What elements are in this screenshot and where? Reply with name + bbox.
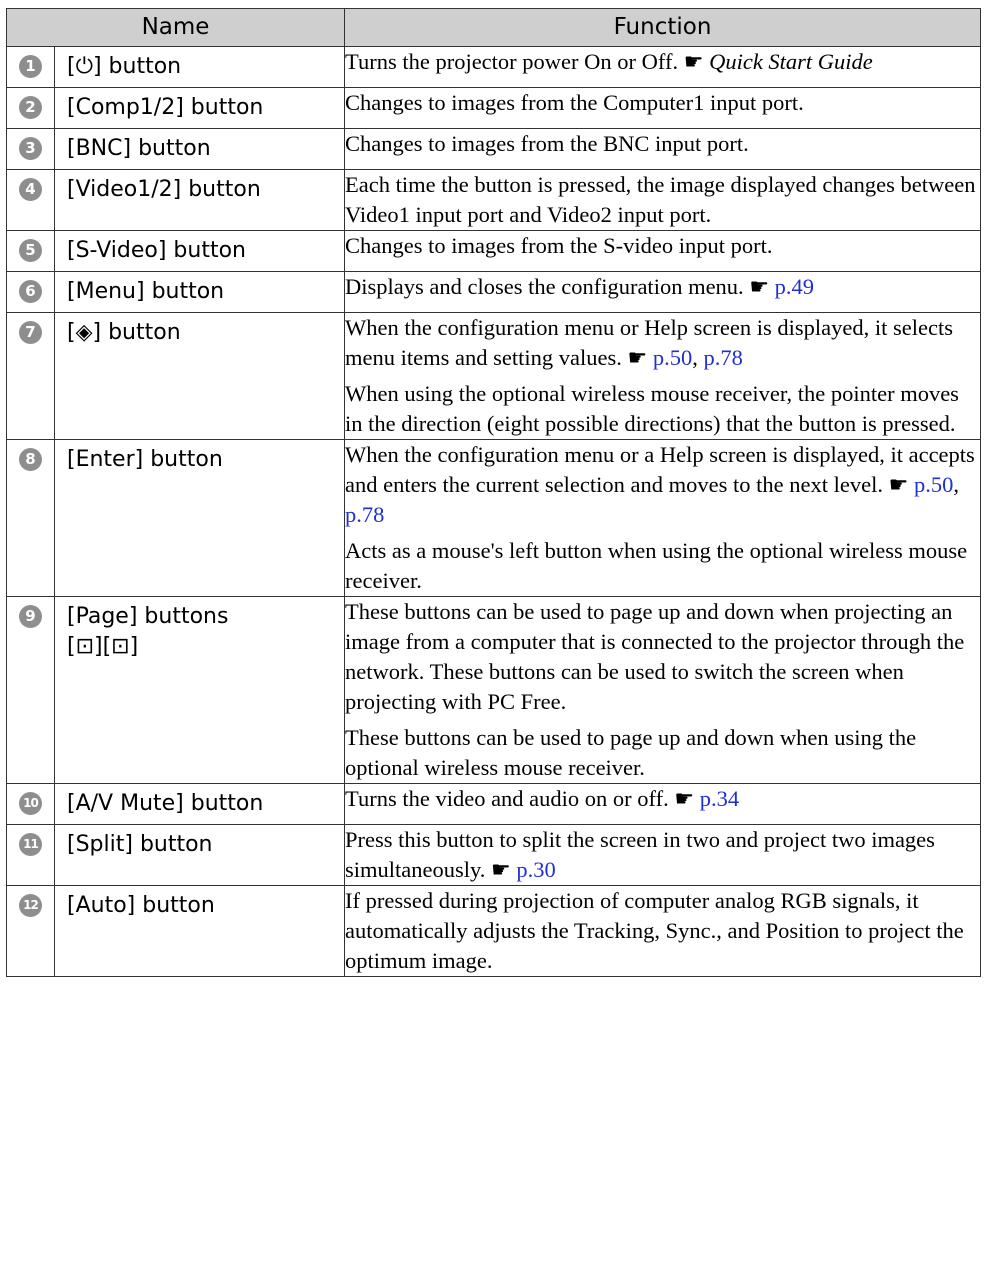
button-name: [◈] button xyxy=(67,320,181,345)
function-description: Each time the button is pressed, the image displayed changes between Video1 input port and Video2 input port. xyxy=(345,170,981,231)
function-description: Displays and closes the configuration menu. ☛ p.49 xyxy=(345,272,981,313)
table-row xyxy=(7,440,981,597)
page-link[interactable]: p.30 xyxy=(516,857,556,882)
button-name: [BNC] button xyxy=(67,136,211,161)
function-description: These buttons can be used to page up and down when projecting an image from a computer that is connected to the projector through the network. These buttons can be used to switch the screen when projecting with PC Free. These buttons can be used to page up and down when using the optional wireless mouse receiver. xyxy=(345,597,981,784)
row-number-badge: 8 xyxy=(19,448,42,471)
row-number-badge: 1 xyxy=(19,55,42,78)
table-row xyxy=(7,784,981,825)
button-name: [Split] button xyxy=(67,832,213,857)
pointer-hand-icon: ☛ xyxy=(683,49,704,74)
function-description: Turns the projector power On or Off. ☛ Quick Start Guide xyxy=(345,47,981,88)
button-function-table xyxy=(6,8,981,977)
row-number-badge: 2 xyxy=(19,96,42,119)
row-number-badge: 7 xyxy=(19,321,42,344)
table-header-row xyxy=(7,9,981,47)
table-row xyxy=(7,170,981,231)
row-number-badge: 10 xyxy=(19,792,42,815)
page-link[interactable]: p.50 xyxy=(652,345,693,370)
function-description: Changes to images from the BNC input port. xyxy=(345,129,981,170)
pointer-hand-icon: ☛ xyxy=(491,857,511,882)
table-row xyxy=(7,313,981,440)
table-row xyxy=(7,231,981,272)
button-name: [Auto] button xyxy=(67,893,215,918)
pointer-hand-icon: ☛ xyxy=(888,472,909,497)
function-description: When the configuration menu or Help screen is displayed, it selects menu items and setting values. ☛ p.50, p.78 When using the optional wireless mouse receiver, the pointer moves in the direction (eight possible directions) that the button is pressed. xyxy=(345,313,981,440)
table-row xyxy=(7,886,981,977)
row-number-badge: 11 xyxy=(19,833,42,856)
table-row xyxy=(7,272,981,313)
function-description: Changes to images from the Computer1 input port. xyxy=(345,88,981,129)
page-up-down-icon: [⊡][⊡] xyxy=(67,634,139,659)
function-description: Changes to images from the S-video input port. xyxy=(345,231,981,272)
reference-quick-start-guide: Quick Start Guide xyxy=(709,49,873,74)
button-name: [A/V Mute] button xyxy=(67,791,264,816)
row-number-badge: 4 xyxy=(19,178,42,201)
page-link[interactable]: p.49 xyxy=(774,274,815,299)
function-description: Turns the video and audio on or off. ☛ p.34 xyxy=(345,784,981,825)
row-number-badge: 6 xyxy=(19,280,42,303)
pointer-hand-icon: ☛ xyxy=(627,345,648,370)
function-description: Press this button to split the screen in two and project two images simultaneously. ☛ p.30 xyxy=(345,825,981,886)
function-column-header: Function xyxy=(345,9,981,47)
page-link[interactable]: p.78 xyxy=(703,345,743,370)
function-description: When the configuration menu or a Help screen is displayed, it accepts and enters the current selection and moves to the next level. ☛ p.50, p.78 Acts as a mouse's left button when using the optional wireless mouse receiver. xyxy=(345,440,981,597)
pointer-hand-icon: ☛ xyxy=(749,274,770,299)
row-number-badge: 5 xyxy=(19,239,42,262)
page-link[interactable]: p.50 xyxy=(913,472,954,497)
button-name: [Page] buttons [⊡][⊡] xyxy=(67,604,229,659)
table-row xyxy=(7,88,981,129)
button-name: [Video1/2] button xyxy=(67,177,261,202)
button-name: [Comp1/2] button xyxy=(67,95,264,120)
button-name: [S-Video] button xyxy=(67,238,246,263)
table-row xyxy=(7,47,981,88)
button-name: [⏻] button xyxy=(67,54,182,79)
page-link[interactable]: p.78 xyxy=(345,502,385,527)
row-number-badge: 9 xyxy=(19,605,42,628)
page-link[interactable]: p.34 xyxy=(699,786,740,811)
button-name: [Enter] button xyxy=(67,447,223,472)
name-column-header: Name xyxy=(7,9,345,47)
button-name: [Menu] button xyxy=(67,279,225,304)
table-row xyxy=(7,129,981,170)
table-row xyxy=(7,825,981,886)
row-number-badge: 3 xyxy=(19,137,42,160)
table-row xyxy=(7,597,981,784)
row-number-badge: 12 xyxy=(19,894,42,917)
function-description: If pressed during projection of computer analog RGB signals, it automatically adjusts the Tracking, Sync., and Position to project the optimum image. xyxy=(345,886,981,977)
pointer-hand-icon: ☛ xyxy=(674,786,695,811)
